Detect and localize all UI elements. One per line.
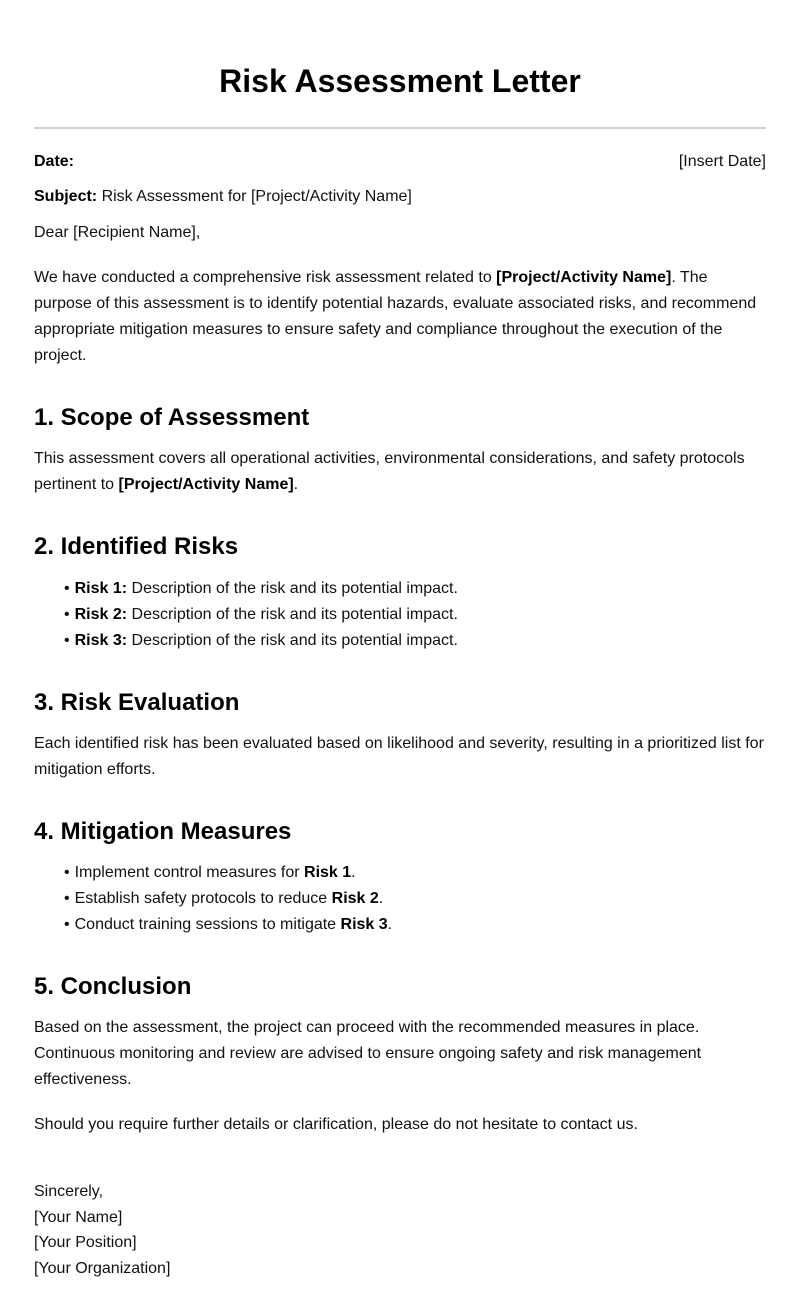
subject-line: [34, 184, 766, 210]
mitigation-risk-ref: Risk 3: [340, 916, 388, 933]
section-heading-mitigation: 4. Mitigation Measures: [34, 818, 292, 845]
risks-list: [64, 576, 458, 654]
section-heading-scope: 1. Scope of Assessment: [34, 404, 310, 431]
risk-description: Description of the risk and its potential impact.: [127, 632, 458, 649]
closing-note: Should you require further details or clarification, please do not hesitate to contact us.: [34, 1116, 638, 1133]
mitigation-text-before: Establish safety protocols to reduce: [74, 890, 332, 907]
list-item: [64, 886, 392, 912]
signer-organization: [Your Organization]: [34, 1259, 171, 1277]
risk-label: Risk 1:: [74, 580, 128, 597]
risk-description: Description of the risk and its potential impact.: [127, 606, 458, 623]
signature-block: [34, 1179, 170, 1281]
mitigation-risk-ref: Risk 1: [304, 864, 352, 881]
page-title: Risk Assessment Letter: [219, 63, 581, 99]
section-heading-risks: 2. Identified Risks: [34, 533, 239, 560]
title-divider: [34, 127, 766, 129]
mitigation-text-after: .: [351, 864, 356, 881]
mitigation-text-after: .: [378, 890, 384, 907]
intro-text-before: We have conducted a comprehensive risk assessment related to: [34, 269, 497, 286]
greeting: Dear [Recipient Name],: [34, 224, 201, 241]
mitigation-list: [64, 860, 392, 938]
risk-description: Description of the risk and its potential impact.: [127, 580, 458, 597]
mitigation-text-before: Conduct training sessions to mitigate: [74, 916, 341, 933]
mitigation-text-before: Implement control measures for: [74, 864, 305, 881]
list-item: [64, 602, 458, 628]
scope-paragraph: [34, 446, 766, 498]
signer-name: [Your Name]: [34, 1208, 123, 1226]
scope-text-after: .: [293, 476, 299, 493]
risk-label: Risk 3:: [74, 632, 128, 649]
risk-label: Risk 2:: [74, 606, 128, 623]
section-heading-conclusion: 5. Conclusion: [34, 973, 192, 1000]
subject-value: Risk Assessment for [Project/Activity Name]: [97, 188, 412, 205]
date-value: [Insert Date]: [678, 153, 766, 170]
intro-paragraph: [34, 265, 766, 369]
subject-label: Subject:: [34, 188, 98, 205]
list-item: [64, 628, 458, 654]
mitigation-text-after: .: [387, 916, 393, 933]
mitigation-risk-ref: Risk 2: [331, 890, 379, 907]
list-item: [64, 860, 392, 886]
intro-text-after: . The purpose of this assessment is to identify potential hazards, evaluate associated risks, and recommend appropriate mitigation measures to ensure safety and compliance throughout the execution of the project.: [34, 269, 757, 364]
conclusion-paragraph: Based on the assessment, the project can proceed with the recommended measures in place. Continuous monitoring and review are advised to ensure ongoing safety and risk management effectiveness.: [34, 1019, 702, 1088]
list-item: [64, 576, 458, 602]
signer-position: [Your Position]: [34, 1234, 137, 1251]
list-item: [64, 912, 392, 938]
scope-project-name: [Project/Activity Name]: [118, 476, 294, 493]
evaluation-paragraph: Each identified risk has been evaluated based on likelihood and severity, resulting in a prioritized list for mitigation efforts.: [34, 735, 764, 778]
section-heading-evaluation: 3. Risk Evaluation: [34, 689, 240, 716]
intro-project-name: [Project/Activity Name]: [496, 269, 672, 286]
date-row: [34, 149, 766, 175]
sign-off: Sincerely,: [34, 1183, 104, 1200]
date-label: Date:: [34, 153, 75, 170]
scope-text-before: This assessment covers all operational activities, environmental considerations, and safety protocols pertinent to: [34, 450, 745, 493]
